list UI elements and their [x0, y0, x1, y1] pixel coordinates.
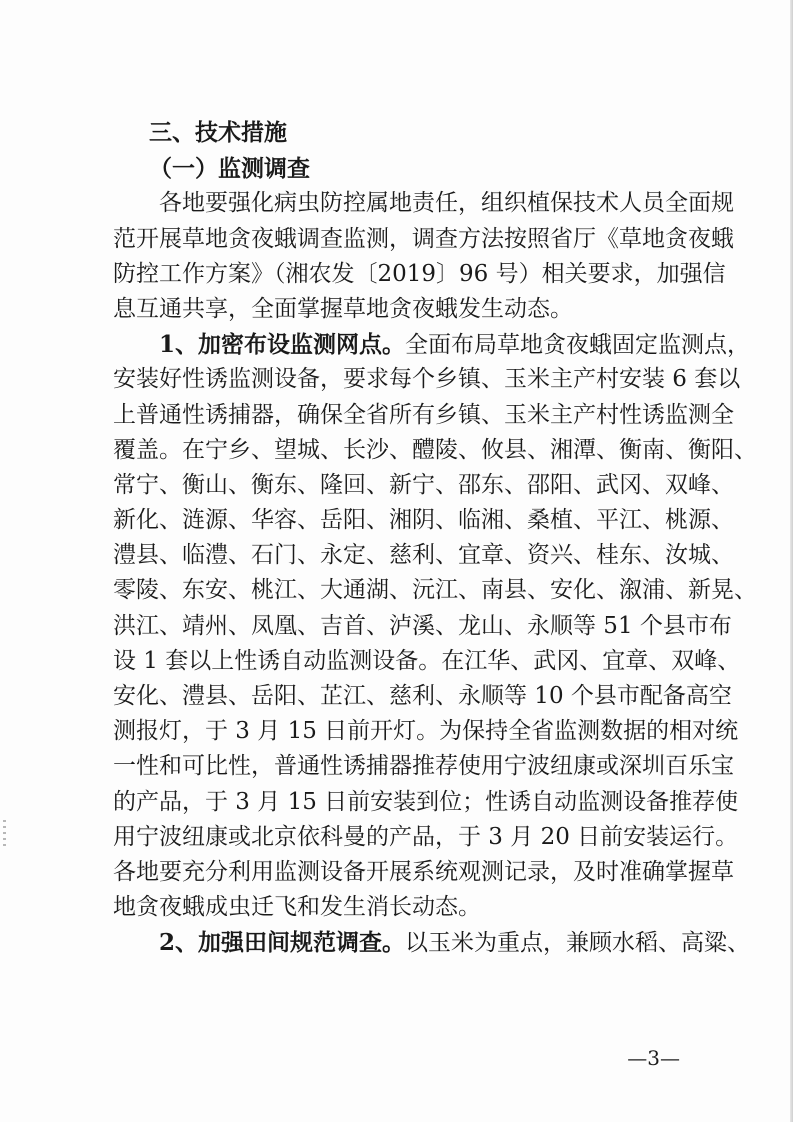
paragraph-line: 设 1 套以上性诱自动监测设备。在江华、武冈、宜章、双峰、 [113, 647, 741, 674]
paragraph-line: 防控工作方案》（湘农发〔2019〕96 号）相关要求，加强信 [113, 260, 726, 287]
paragraph-line: 地贪夜蛾成虫迁飞和发生消长动态。 [113, 894, 481, 921]
paragraph-line: 用宁波纽康或北京依科曼的产品，于 3 月 20 日前安装运行。 [113, 823, 739, 850]
section-heading: 三、技术措施 [149, 120, 287, 146]
paragraph-line: 测报灯，于 3 月 15 日前开灯。为保持全省监测数据的相对统 [113, 718, 739, 745]
item-2-first-line [113, 925, 751, 960]
paragraph-line: 零陵、东安、桃江、大通湖、沅江、南县、安化、溆浦、新晃、 [113, 577, 757, 604]
item-2-title: 2、加强田间规范调查。 [159, 929, 406, 957]
paragraph-line: 的产品，于 3 月 15 日前安装到位；性诱自动监测设备推荐使 [113, 788, 739, 815]
item-2-text: 以玉米为重点，兼顾水稻、高粱、 [405, 930, 751, 957]
item-1-text: 全面布局草地贪夜蛾固定监测点， [405, 332, 751, 359]
paragraph-line: 各地要强化病虫防控属地责任，组织植保技术人员全面规 [159, 190, 734, 217]
item-1-title: 1、加密布设监测网点。 [159, 331, 406, 359]
paragraph-line: 覆盖。在宁乡、望城、长沙、醴陵、攸县、湘潭、衡南、衡阳、 [113, 436, 757, 463]
paragraph-line: 各地要充分利用监测设备开展系统观测记录，及时准确掌握草 [113, 858, 734, 885]
subsection-heading: （一）监测调查 [149, 155, 310, 183]
paragraph-line: 新化、涟源、华容、岳阳、湘阴、临湘、桑植、平江、桃源、 [113, 507, 734, 534]
paragraph-line: 息互通共享，全面掌握草地贪夜蛾发生动态。 [113, 295, 573, 322]
paragraph-line: 安化、澧县、岳阳、芷江、慈利、永顺等 10 个县市配备高空 [113, 683, 732, 709]
paragraph-line: 澧县、临澧、石门、永定、慈利、宜章、资兴、桂东、汝城、 [113, 542, 734, 569]
document-body [113, 116, 757, 961]
paragraph-line: 一性和可比性，普通性诱捕器推荐使用宁波纽康或深圳百乐宝 [113, 753, 734, 780]
paragraph-line: 常宁、衡山、衡东、隆回、新宁、邵东、邵阳、武冈、双峰、 [113, 471, 734, 498]
item-1-first-line [113, 327, 751, 362]
binding-marks [3, 820, 6, 850]
paragraph-line: 安装好性诱监测设备，要求每个乡镇、玉米主产村安装 6 套以 [113, 366, 741, 393]
paragraph-line: 洪江、靖州、凤凰、吉首、泸溪、龙山、永顺等 51 个县市布 [113, 612, 732, 639]
paragraph-line: 范开展草地贪夜蛾调查监测，调查方法按照省厅《草地贪夜蛾 [113, 225, 734, 252]
page-number: —3— [627, 1046, 680, 1070]
paragraph-line: 上普通性诱捕器，确保全省所有乡镇、玉米主产村性诱监测全 [113, 401, 734, 428]
